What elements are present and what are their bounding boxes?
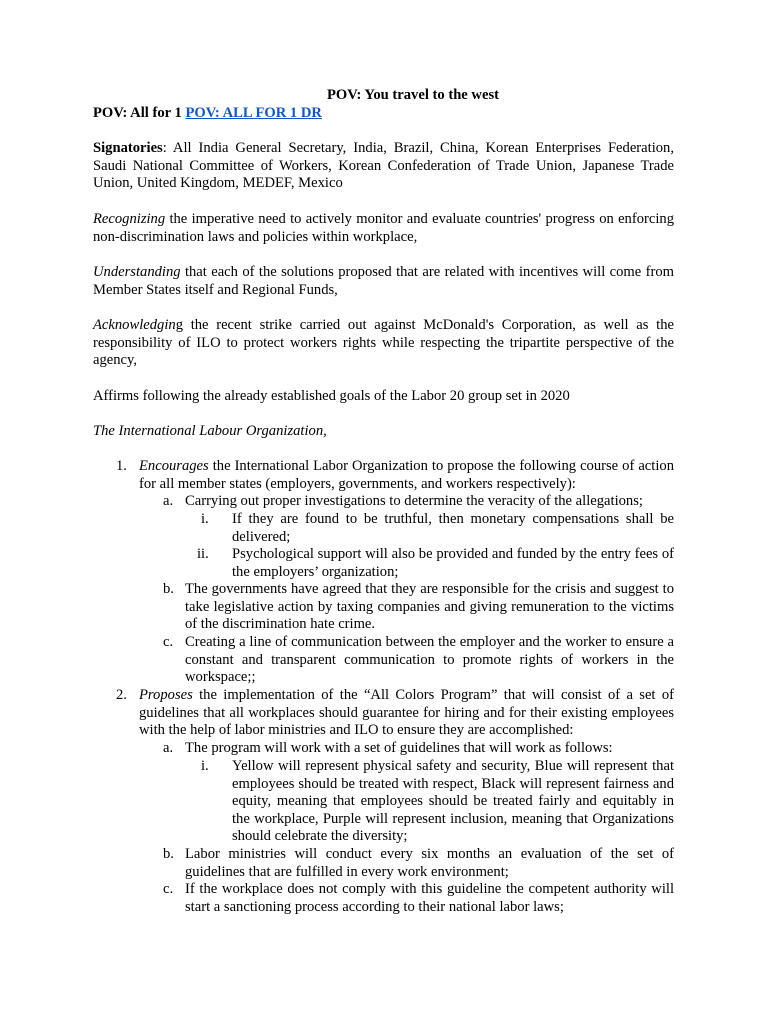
preambular-clause [93,264,674,299]
organization-heading: The International Labour Organization, [93,423,327,439]
subsubclause-text: Psychological support will also be provided and funded by the entry fees of the employers’ organization; [232,546,674,580]
subclause-letter: b. [163,581,174,597]
signatories-paragraph [93,140,674,193]
affirms-paragraph: Affirms following the already established goals of the Labor 20 group set in 2020 [93,388,570,404]
subsubclause-roman: i. [201,758,209,774]
subclause-text: Labor ministries will conduct every six months an evaluation of the set of guidelines that are fulfilled in every work environment; [185,846,674,880]
subclause-letter: a. [163,740,174,756]
preambular-lead: Understanding [93,264,181,280]
subclause-letter: b. [163,846,174,862]
subsubclause-text: Yellow will represent physical safety and security, Blue will represent that employees should be treated with respect, Black will represent fairness and equity, meaning that employees should be treated fairly and equitably in the workplace, Purple will represent inclusion, meaning that Organizations should celebrate the diversity; [232,758,674,845]
preambular-text: the recent strike carried out against McDonald's Corporation, as well as the responsibility of ILO to protect workers rights while respecting the tripartite perspective of the agency, [93,317,674,369]
dr-link[interactable]: POV: ALL FOR 1 DR [185,105,322,121]
preambular-lead: Acknowledgin [93,317,176,333]
subclause-text: The program will work with a set of guidelines that will work as follows: [185,740,613,756]
preambular-text: that each of the solutions proposed that are related with incentives will come from Member States itself and Regional Funds, [93,264,674,298]
subclause-text: If the workplace does not comply with this guideline the competent authority will start a sanctioning process according to their national labor laws; [185,881,674,915]
subsubclause-roman: i. [201,511,209,527]
clause-lead: Encourages [139,458,209,474]
subsubclause-roman: ii. [197,546,209,562]
preambular-lead-tail: g [175,317,183,333]
subclause-letter: a. [163,493,174,509]
clause-number: 1. [116,458,127,474]
preambular-clause [93,317,674,370]
preambular-clause [93,211,674,246]
subclause-letter: c. [163,634,174,650]
signatories-text: : All India General Secretary, India, Brazil, China, Korean Enterprises Federation, Saudi National Committee of Workers, Korean Confederation of Trade Union, Japanese Trade Union, United Kingdom, MEDEF, Mexico [93,140,674,192]
clause-text: the International Labor Organization to propose the following course of action for all member states (employers, governments, and workers respectively): [139,458,674,492]
operative-clause [139,687,674,740]
signatories-label: Signatories [93,140,163,156]
clause-text: the implementation of the “All Colors Program” that will consist of a set of guidelines that all workplaces should guarantee for hiring and for their existing employees with the help of labor ministries and ILO to ensure they are accomplished: [139,687,674,739]
clause-number: 2. [116,687,127,703]
operative-clause [139,458,674,493]
subclause-letter: c. [163,881,174,897]
preambular-lead: Recognizing [93,211,166,227]
subclause-text: Carrying out proper investigations to determine the veracity of the allegations; [185,493,643,509]
subtitle-line [93,105,674,123]
subclause-text: The governments have agreed that they are responsible for the crisis and suggest to take legislative action by taxing companies and giving remuneration to the victims of the discrimination hate crime. [185,581,674,633]
subtitle-prefix: POV: All for 1 [93,105,182,121]
preambular-text: the imperative need to actively monitor and evaluate countries' progress on enforcing non-discrimination laws and policies within workplace, [93,211,674,245]
subsubclause-text: If they are found to be truthful, then monetary compensations shall be delivered; [232,511,674,545]
subclause-text: Creating a line of communication between the employer and the worker to ensure a constant and transparent communication to promote rights of workers in the workspace;; [185,634,674,686]
page-title: POV: You travel to the west [327,87,499,103]
clause-lead: Proposes [139,687,193,703]
